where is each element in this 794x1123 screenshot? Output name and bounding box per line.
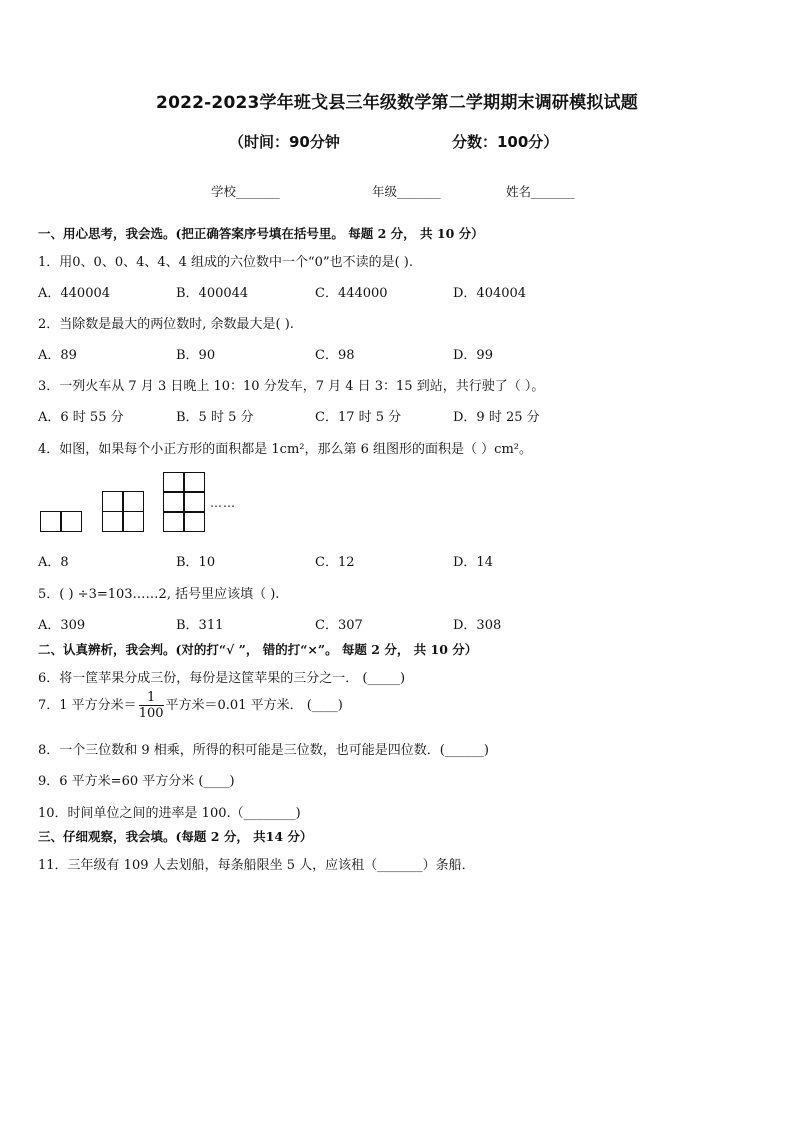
question-8: 8．一个三位数和 9 相乘，所得的积可能是三位数，也可能是四位数．(______) (38, 743, 489, 758)
fraction-denominator: 100 (138, 706, 164, 721)
question-5: 5．( ) ÷3=103……2, 括号里应该填（ ). (38, 587, 280, 602)
question-9: 9．6 平方米=60 平方分米 (____) (38, 774, 235, 789)
q3-option-a: A．6 时 55 分 (38, 410, 124, 425)
section-3-heading: 三、仔细观察，我会填。(每题 2 分， 共14 分） (38, 829, 313, 844)
q4-option-d: D．14 (453, 555, 493, 570)
q3-option-c: C．17 时 5 分 (315, 410, 402, 425)
q5-option-d: D．308 (453, 618, 502, 633)
q4-option-a: A．8 (38, 555, 69, 570)
section-1-heading: 一、用心思考，我会选。(把正确答案序号填在括号里。 每题 2 分， 共 10 分） (38, 226, 484, 241)
figure-ellipsis: …… (210, 496, 236, 510)
question-1: 1．用0、0、0、4、4、4 组成的六位数中一个“0”也不读的是( ). (38, 255, 414, 270)
question-4: 4．如图，如果每个小正方形的面积都是 1cm²，那么第 6 组图形的面积是（ ）cm²。 (38, 442, 532, 457)
section-2-heading: 二、认真辨析，我会判。(对的打“√ ”， 错的打“×”。 每题 2 分， 共 10 分） (38, 642, 478, 657)
q1-option-d: D．404004 (453, 286, 527, 301)
q7-prefix: 7．1 平方分米＝ (38, 698, 137, 713)
q2-option-a: A．89 (38, 348, 77, 363)
fraction-numerator: 1 (139, 690, 164, 706)
figure-group-1 (40, 511, 82, 532)
q3-option-d: D．9 时 25 分 (453, 410, 540, 425)
exam-time: （时间：90分钟 (229, 133, 340, 151)
q4-option-c: C．12 (315, 555, 355, 570)
q5-option-b: B．311 (176, 618, 224, 633)
question-7 (38, 690, 343, 721)
q3-option-b: B．5 时 5 分 (176, 410, 254, 425)
q2-option-d: D．99 (453, 348, 493, 363)
q4-option-b: B．10 (176, 555, 216, 570)
q1-option-c: C．444000 (315, 286, 388, 301)
q7-suffix: 平方米＝0.01 平方米． (____) (165, 698, 343, 713)
question-11: 11．三年级有 109 人去划船，每条船限坐 5 人，应该租（_______）条船． (38, 858, 475, 873)
grade-field: 年级_______ (372, 184, 441, 199)
exam-score: 分数：100分） (452, 133, 559, 151)
figure-group-3 (163, 472, 205, 532)
question-6: 6．将一筐苹果分成三份，每份是这筐苹果的三分之一． (_____) (38, 671, 406, 686)
q1-option-a: A．440004 (38, 286, 111, 301)
name-field: 姓名_______ (506, 184, 575, 199)
q5-option-a: A．309 (38, 618, 86, 633)
fraction-1-100 (139, 690, 164, 721)
question-10: 10．时间单位之间的进率是 100.（________) (38, 806, 301, 821)
q5-option-c: C．307 (315, 618, 363, 633)
page-title: 2022-2023学年班戈县三年级数学第二学期期末调研模拟试题 (156, 93, 638, 113)
school-field: 学校_______ (211, 184, 280, 199)
figure-group-2 (102, 491, 144, 532)
q1-option-b: B．400044 (176, 286, 249, 301)
question-3: 3．一列火车从 7 月 3 日晚上 10：10 分发车，7 月 4 日 3：15 到站，共行驶了（ ）。 (38, 379, 545, 394)
q2-option-c: C．98 (315, 348, 355, 363)
q2-option-b: B．90 (176, 348, 216, 363)
question-2: 2．当除数是最大的两位数时, 余数最大是( ). (38, 317, 294, 332)
